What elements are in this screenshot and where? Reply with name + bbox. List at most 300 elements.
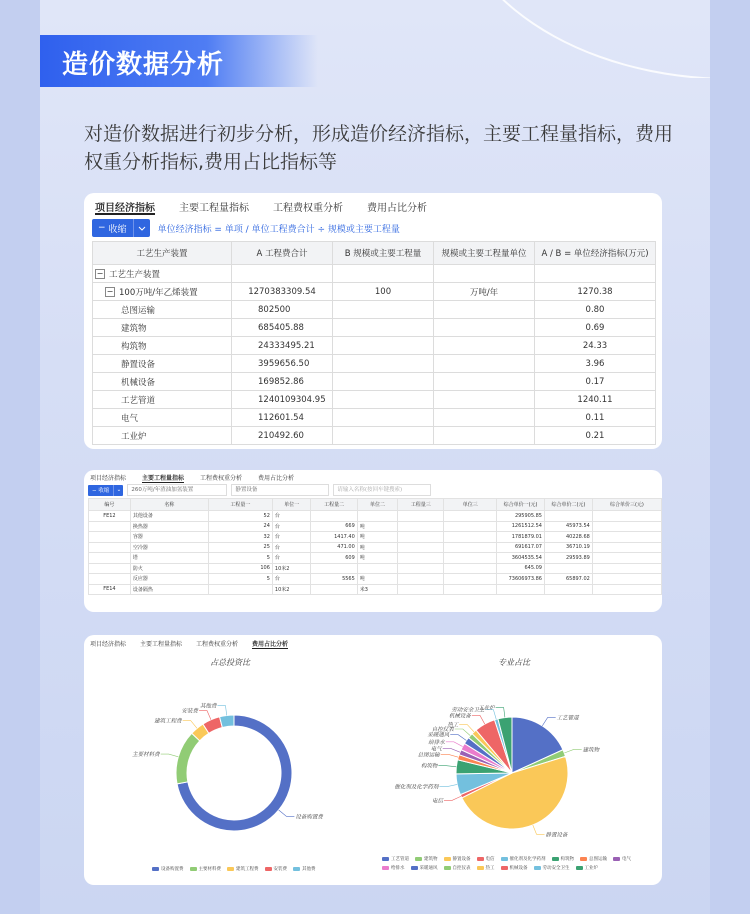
table-cell: 3959656.50	[232, 355, 333, 373]
legend-item[interactable]	[576, 865, 599, 871]
legend-label: 给排水	[391, 866, 405, 871]
table-cell	[444, 511, 497, 522]
slice-label: 安装费	[181, 708, 198, 715]
slice-label: 劳动安全卫生	[451, 707, 485, 714]
legend-item[interactable]	[415, 856, 438, 862]
table-cell	[398, 563, 444, 574]
table-cell: 0.69	[535, 319, 656, 337]
tab-cost-weight-analysis[interactable]: 工程费权重分析	[273, 203, 343, 214]
slice-label: 总图运输	[417, 752, 440, 759]
slice-label: 工艺管道	[556, 715, 579, 722]
tab-bar	[90, 639, 302, 649]
tab-main-quantity-index[interactable]: 主要工程量指标	[140, 641, 183, 648]
legend-label: 主要材料费	[198, 867, 221, 872]
table-cell	[311, 584, 357, 595]
table-cell: 10米2	[272, 563, 311, 574]
column-header: 综合单价一(元)	[497, 499, 545, 511]
legend-label: 建筑工程费	[236, 867, 259, 872]
slice-label: 设备购置费	[295, 814, 323, 821]
table-cell	[232, 265, 333, 283]
table-cell: 295905.85	[497, 511, 545, 522]
tab-main-quantity-index[interactable]: 主要工程量指标	[142, 475, 185, 482]
legend-item[interactable]	[227, 866, 259, 872]
legend-label: 总图运输	[589, 857, 607, 862]
legend-item[interactable]	[613, 856, 631, 862]
table-cell	[311, 511, 357, 522]
row-name-cell	[93, 337, 232, 355]
table-cell: 吨	[357, 521, 397, 532]
table-cell	[544, 584, 592, 595]
tab-project-economic-index[interactable]: 项目经济指标	[95, 199, 155, 215]
economic-index-table	[92, 241, 656, 445]
table-cell	[592, 511, 661, 522]
table-cell: 0.17	[535, 373, 656, 391]
legend-swatch	[444, 866, 451, 870]
chevron-down-icon[interactable]: ⌄	[113, 485, 123, 496]
row-name: 机械设备	[121, 377, 156, 388]
table-cell: 65897.02	[544, 574, 592, 585]
slice-label: 其他费	[199, 703, 217, 710]
economic-index-card	[84, 193, 662, 449]
table-cell	[357, 511, 397, 522]
table-header-row	[93, 242, 656, 265]
table-cell	[311, 563, 357, 574]
tab-cost-ratio-analysis[interactable]: 费用占比分析	[367, 203, 427, 214]
label-leader-line	[161, 754, 179, 757]
table-row	[93, 391, 656, 409]
collapse-button[interactable]: − 收缩	[92, 219, 150, 237]
legend-swatch	[552, 857, 559, 861]
tab-cost-ratio-analysis[interactable]: 费用占比分析	[258, 475, 295, 482]
page-title-banner	[40, 35, 318, 87]
table-cell	[592, 532, 661, 543]
table-cell: 1261512.54	[497, 521, 545, 532]
arc-decoration	[450, 0, 710, 78]
legend-item[interactable]	[293, 866, 316, 872]
row-name: 总图运输	[121, 305, 156, 316]
table-cell: 24	[208, 521, 272, 532]
formula-text: 单位经济指标 = 单项 / 单位工程费合计 ÷ 规模或主要工程量	[157, 224, 400, 235]
tab-cost-ratio-analysis[interactable]: 费用占比分析	[252, 641, 289, 648]
table-cell: 台	[272, 532, 311, 543]
table-row	[89, 511, 662, 522]
table-cell	[592, 542, 661, 553]
table-cell: 吨	[357, 574, 397, 585]
row-name: 工艺生产装置	[109, 269, 161, 280]
label-leader-line	[279, 810, 295, 816]
table-cell: 吨	[357, 553, 397, 564]
table-cell	[398, 521, 444, 532]
table-cell	[398, 584, 444, 595]
table-cell: 32	[208, 532, 272, 543]
table-row	[93, 427, 656, 445]
legend-item[interactable]	[444, 865, 471, 871]
label-leader-line	[446, 742, 463, 747]
table-cell: 台	[272, 574, 311, 585]
column-header: 单位一	[272, 499, 311, 511]
table-cell: 吨	[357, 542, 397, 553]
table-cell: 25	[208, 542, 272, 553]
tab-cost-weight-analysis[interactable]: 工程费权重分析	[200, 475, 243, 482]
row-name: 静置设备	[121, 359, 156, 370]
legend-label: 工业炉	[584, 866, 598, 871]
table-cell	[592, 574, 661, 585]
table-cell	[434, 355, 535, 373]
toolbar	[92, 219, 400, 237]
table-cell: 台	[272, 521, 311, 532]
legend-item[interactable]	[444, 856, 471, 862]
table-cell	[89, 574, 131, 585]
table-cell	[89, 563, 131, 574]
row-name: 工业炉	[121, 431, 147, 442]
legend-swatch	[382, 857, 389, 861]
table-row	[93, 355, 656, 373]
row-name: 工艺管道	[121, 395, 156, 406]
table-cell	[434, 391, 535, 409]
table-cell	[444, 542, 497, 553]
legend-item[interactable]	[534, 865, 570, 871]
table-row	[89, 563, 662, 574]
legend-swatch	[265, 867, 272, 871]
table-cell	[89, 542, 131, 553]
table-cell: 1270383309.54	[232, 283, 333, 301]
table-cell: 40228.68	[544, 532, 592, 543]
label-leader-line	[542, 717, 555, 725]
table-cell	[333, 265, 434, 283]
table-cell: 645.09	[497, 563, 545, 574]
label-leader-line	[438, 766, 456, 767]
table-cell: 100	[333, 283, 434, 301]
table-cell	[434, 265, 535, 283]
tab-bar	[90, 473, 310, 483]
table-cell: 52	[208, 511, 272, 522]
legend-swatch	[501, 866, 508, 870]
legend-label: 静置设备	[452, 857, 471, 862]
label-leader-line	[472, 715, 485, 724]
table-cell	[398, 542, 444, 553]
table-cell: 10米2	[272, 584, 311, 595]
table-cell: 1781879.01	[497, 532, 545, 543]
label-leader-line	[496, 708, 505, 718]
table-cell	[333, 391, 434, 409]
table-row	[89, 584, 662, 595]
legend-item[interactable]	[501, 856, 546, 862]
table-cell	[592, 563, 661, 574]
table-cell	[333, 427, 434, 445]
label-leader-line	[441, 754, 459, 757]
tab-main-quantity-index[interactable]: 主要工程量指标	[179, 203, 249, 214]
table-cell: 24.33	[535, 337, 656, 355]
table-row	[93, 265, 656, 283]
column-header: 综合单价二(元)	[544, 499, 592, 511]
charts-svg	[84, 655, 662, 877]
table-cell: 24333495.21	[232, 337, 333, 355]
table-cell	[434, 427, 535, 445]
legend-label: 设备购置费	[161, 867, 184, 872]
legend-swatch	[415, 857, 422, 861]
chevron-down-icon[interactable]	[133, 219, 150, 237]
legend-item[interactable]	[382, 856, 409, 862]
table-cell	[89, 553, 131, 564]
table-cell	[333, 373, 434, 391]
table-header-row	[89, 499, 662, 511]
quantity-index-table	[88, 498, 662, 595]
page-title: 造价数据分析	[62, 50, 225, 80]
table-row	[93, 409, 656, 427]
legend-label: 构筑物	[560, 857, 574, 862]
table-row	[89, 542, 662, 553]
slice-label: 热工	[447, 722, 459, 729]
slice-label: 建筑物	[582, 747, 600, 754]
legend-item[interactable]	[552, 856, 575, 862]
table-cell	[398, 532, 444, 543]
legend-swatch	[580, 857, 587, 861]
row-name-cell	[93, 301, 232, 319]
table-cell: 210492.60	[232, 427, 333, 445]
legend-swatch	[477, 857, 484, 861]
table-cell	[444, 521, 497, 532]
chart-title-investment: 占总投资比	[210, 658, 250, 667]
column-header: 工程量二	[311, 499, 357, 511]
label-leader-line	[450, 735, 466, 741]
legend-item[interactable]	[152, 866, 184, 872]
row-name-cell	[93, 319, 232, 337]
legend-swatch	[534, 866, 541, 870]
table-row	[93, 373, 656, 391]
table-cell: 换热器	[130, 521, 208, 532]
slice-label: 自控仪表	[431, 726, 454, 733]
table-cell	[544, 511, 592, 522]
column-header: 工艺生产装置	[93, 242, 232, 265]
row-name-cell	[93, 265, 232, 283]
intro-text: 对造价数据进行初步分析，形成造价经济指标，主要工程量指标，费用权重分析指标,费用占比指标等	[84, 123, 674, 173]
legend-label: 电气	[622, 857, 631, 862]
label-leader-line	[444, 796, 461, 800]
column-header: 综合单价三(元)	[592, 499, 661, 511]
row-name-cell	[93, 355, 232, 373]
table-cell: 防火	[130, 563, 208, 574]
slice-label: 主要材料费	[132, 752, 160, 759]
table-cell	[444, 584, 497, 595]
table-cell: 169852.86	[232, 373, 333, 391]
legend-label: 建筑物	[424, 857, 438, 862]
table-cell: 台	[272, 511, 311, 522]
table-cell	[333, 409, 434, 427]
label-leader-line	[443, 748, 460, 752]
table-cell	[592, 553, 661, 564]
column-header: B 规模或主要工程量	[333, 242, 434, 265]
legend-swatch	[477, 866, 484, 870]
table-cell: 29593.89	[544, 553, 592, 564]
table-cell: 802500	[232, 301, 333, 319]
table-cell	[333, 301, 434, 319]
table-cell: FE12	[89, 511, 131, 522]
table-cell	[434, 301, 535, 319]
table-cell: 1417.40	[311, 532, 357, 543]
column-header: A 工程费合计	[232, 242, 333, 265]
label-leader-line	[533, 825, 545, 834]
table-cell	[497, 584, 545, 595]
table-cell	[444, 563, 497, 574]
label-leader-line	[439, 784, 457, 786]
quantity-index-card	[84, 470, 662, 612]
slice-label: 工业炉	[478, 705, 495, 712]
table-cell: 米3	[357, 584, 397, 595]
table-cell: 45973.54	[544, 521, 592, 532]
table-cell	[208, 584, 272, 595]
table-cell: 471.00	[311, 542, 357, 553]
row-name: 100万吨/年乙烯装置	[119, 287, 198, 298]
slice-label: 采暖通风	[427, 732, 450, 739]
label-leader-line	[199, 711, 211, 720]
collapse-row-icon[interactable]: −	[96, 269, 104, 278]
table-cell	[398, 553, 444, 564]
table-cell	[592, 584, 661, 595]
legend-label: 热工	[485, 866, 495, 871]
cost-ratio-card	[84, 635, 662, 885]
table-cell	[592, 521, 661, 532]
collapse-row-icon[interactable]: −	[106, 287, 114, 296]
table-cell	[444, 574, 497, 585]
table-cell	[333, 337, 434, 355]
legend-swatch	[501, 857, 508, 861]
table-cell	[89, 521, 131, 532]
table-cell: 塔	[130, 553, 208, 564]
device-select[interactable]: 260万吨/年渣油加氢装置	[127, 484, 227, 496]
table-cell: 5	[208, 553, 272, 564]
tab-bar	[95, 199, 451, 215]
table-row	[93, 337, 656, 355]
tab-project-economic-index[interactable]: 项目经济指标	[90, 475, 127, 482]
row-name-cell	[93, 427, 232, 445]
legend-specialty	[382, 856, 652, 874]
slice-label: 给排水	[428, 739, 445, 746]
legend-item[interactable]	[477, 856, 495, 862]
table-cell: 台	[272, 542, 311, 553]
table-cell: 691617.07	[497, 542, 545, 553]
legend-label: 电信	[485, 857, 495, 862]
legend-investment	[152, 866, 332, 875]
table-cell	[434, 409, 535, 427]
column-header: 工程量三	[398, 499, 444, 511]
table-cell: 0.21	[535, 427, 656, 445]
legend-label: 自控仪表	[452, 866, 471, 871]
slice-label: 建筑工程费	[154, 718, 182, 725]
column-header: A / B = 单位经济指标(万元)	[535, 242, 656, 265]
pie-slice-0-1[interactable]	[176, 733, 200, 784]
table-cell: 空冷器	[130, 542, 208, 553]
row-name-cell	[93, 391, 232, 409]
legend-item[interactable]	[382, 865, 405, 871]
legend-item[interactable]	[477, 865, 495, 871]
table-row	[89, 574, 662, 585]
table-row	[89, 532, 662, 543]
table-cell	[333, 355, 434, 373]
pie-slice-0-4[interactable]	[220, 715, 234, 727]
table-cell: FE14	[89, 584, 131, 595]
table-cell: 106	[208, 563, 272, 574]
table-cell	[333, 319, 434, 337]
table-row	[93, 319, 656, 337]
table-cell: 设备隔热	[130, 584, 208, 595]
table-cell	[357, 563, 397, 574]
legend-label: 工艺管道	[391, 857, 409, 862]
row-name: 电气	[121, 413, 139, 424]
tab-cost-weight-analysis[interactable]: 工程费权重分析	[196, 641, 239, 648]
table-cell: 1240109304.95	[232, 391, 333, 409]
row-name-cell	[93, 283, 232, 301]
table-cell: 669	[311, 521, 357, 532]
column-header: 名称	[130, 499, 208, 511]
legend-swatch	[411, 866, 418, 870]
table-row	[89, 521, 662, 532]
legend-swatch	[293, 867, 300, 871]
table-cell: 1240.11	[535, 391, 656, 409]
collapse-button[interactable]: − 收缩 ⌄	[88, 485, 123, 496]
table-cell: 5	[208, 574, 272, 585]
column-header: 编号	[89, 499, 131, 511]
legend-item[interactable]	[501, 865, 528, 871]
legend-label: 采暖通风	[419, 866, 438, 871]
category-select[interactable]: 静置设备	[231, 484, 329, 496]
table-cell	[434, 337, 535, 355]
table-cell: 73606973.86	[497, 574, 545, 585]
table-cell: 3604535.54	[497, 553, 545, 564]
table-cell	[89, 532, 131, 543]
table-cell: 吨	[357, 532, 397, 543]
table-cell: 685405.88	[232, 319, 333, 337]
table-cell	[444, 553, 497, 564]
search-input[interactable]: 请输入名称(按回车键搜索)	[333, 484, 431, 496]
table-cell	[544, 563, 592, 574]
row-name: 构筑物	[121, 341, 147, 352]
slice-label: 机械设备	[448, 713, 471, 720]
legend-item[interactable]	[580, 856, 607, 862]
table-cell: 112601.54	[232, 409, 333, 427]
row-name-cell	[93, 373, 232, 391]
legend-swatch	[382, 866, 389, 870]
legend-item[interactable]	[190, 866, 222, 872]
slice-label: 电信	[431, 798, 443, 805]
label-leader-line	[217, 706, 226, 716]
label-leader-line	[564, 749, 581, 753]
tab-project-economic-index[interactable]: 项目经济指标	[90, 641, 127, 648]
table-cell	[398, 574, 444, 585]
left-border-decoration	[0, 0, 40, 914]
legend-swatch	[227, 867, 234, 871]
table-cell: 1270.38	[535, 283, 656, 301]
row-name-cell	[93, 409, 232, 427]
right-border-decoration	[710, 0, 750, 914]
legend-swatch	[152, 867, 159, 871]
table-row	[93, 283, 656, 301]
table-cell	[434, 319, 535, 337]
slice-label: 催化剂及化学药剂	[394, 784, 439, 791]
legend-swatch	[576, 866, 583, 870]
slice-label: 构筑物	[420, 763, 438, 770]
column-header: 单位二	[357, 499, 397, 511]
chart-title-specialty: 专业占比	[498, 658, 530, 667]
legend-label: 劳动安全卫生	[542, 866, 570, 871]
table-cell: 反应器	[130, 574, 208, 585]
legend-item[interactable]	[265, 866, 288, 872]
legend-label: 催化剂及化学药剂	[509, 857, 546, 862]
column-header: 单位三	[444, 499, 497, 511]
label-leader-line	[459, 725, 474, 732]
row-name: 建筑物	[121, 323, 147, 334]
table-row	[89, 553, 662, 564]
legend-item[interactable]	[411, 865, 438, 871]
